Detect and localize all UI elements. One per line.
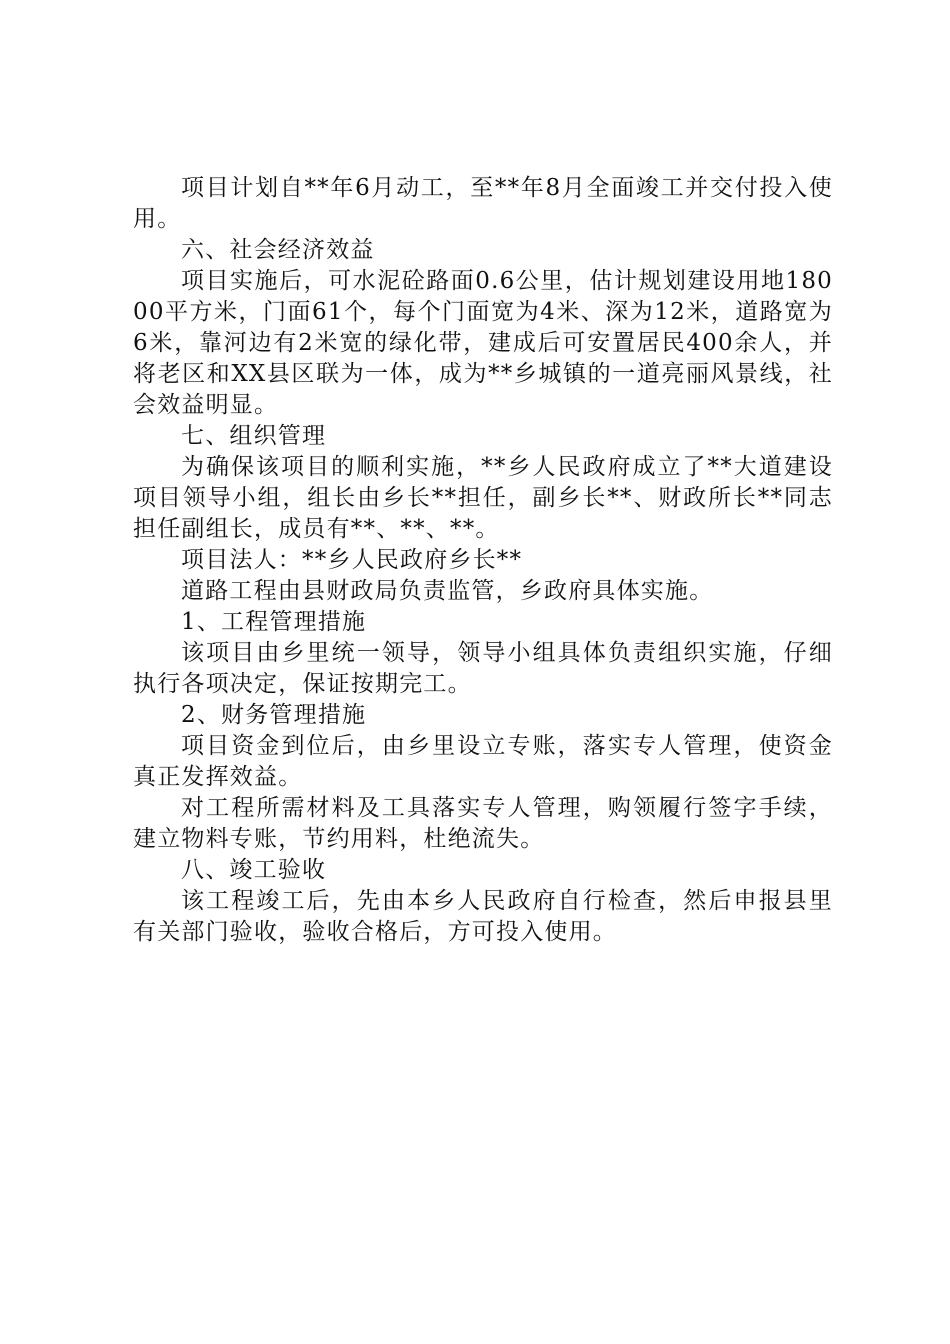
heading-social-economic-benefits: 六、社会经济效益 [181, 237, 375, 263]
heading-completion-acceptance: 八、竣工验收 [181, 857, 327, 883]
paragraph-materials: 对工程所需材料及工具落实专人管理，购领履行签字手续，建立物料专账，节约用料，杜绝流失。 [133, 795, 833, 852]
paragraph-supervision: 道路工程由县财政局负责监管，乡政府具体实施。 [181, 578, 714, 604]
paragraph-benefits: 项目实施后，可水泥砼路面0.6公里，估计规划建设用地18000平方米，门面61个，每个门面宽为4米、深为12米，道路宽为6米，靠河边有2米宽的绿化带，建成后可安置居民400余人，并将老区和XX县区联为一体，成为**乡城镇的一道亮丽风景线，社会效益明显。 [133, 268, 833, 418]
heading-financial-management: 2、财务管理措施 [181, 702, 367, 728]
heading-engineering-management: 1、工程管理措施 [181, 609, 367, 635]
paragraph-schedule: 项目计划自**年6月动工，至**年8月全面竣工并交付投入使用。 [133, 175, 833, 232]
paragraph-legal-person: 项目法人：**乡人民政府乡长** [181, 547, 523, 573]
paragraph-engineering-management: 该项目由乡里统一领导，领导小组具体负责组织实施，仔细执行各项决定，保证按期完工。 [133, 640, 833, 697]
paragraph-acceptance: 该工程竣工后，先由本乡人民政府自行检查，然后申报县里有关部门验收，验收合格后，方可投入使用。 [133, 888, 833, 945]
paragraph-funds: 项目资金到位后，由乡里设立专账，落实专人管理，使资金真正发挥效益。 [133, 733, 833, 790]
heading-organization-management: 七、组织管理 [181, 423, 327, 449]
paragraph-leadership-group: 为确保该项目的顺利实施，**乡人民政府成立了**大道建设项目领导小组，组长由乡长**担任，副乡长**、财政所长**同志担任副组长，成员有**、**、**。 [133, 454, 833, 542]
document-body [133, 173, 833, 948]
